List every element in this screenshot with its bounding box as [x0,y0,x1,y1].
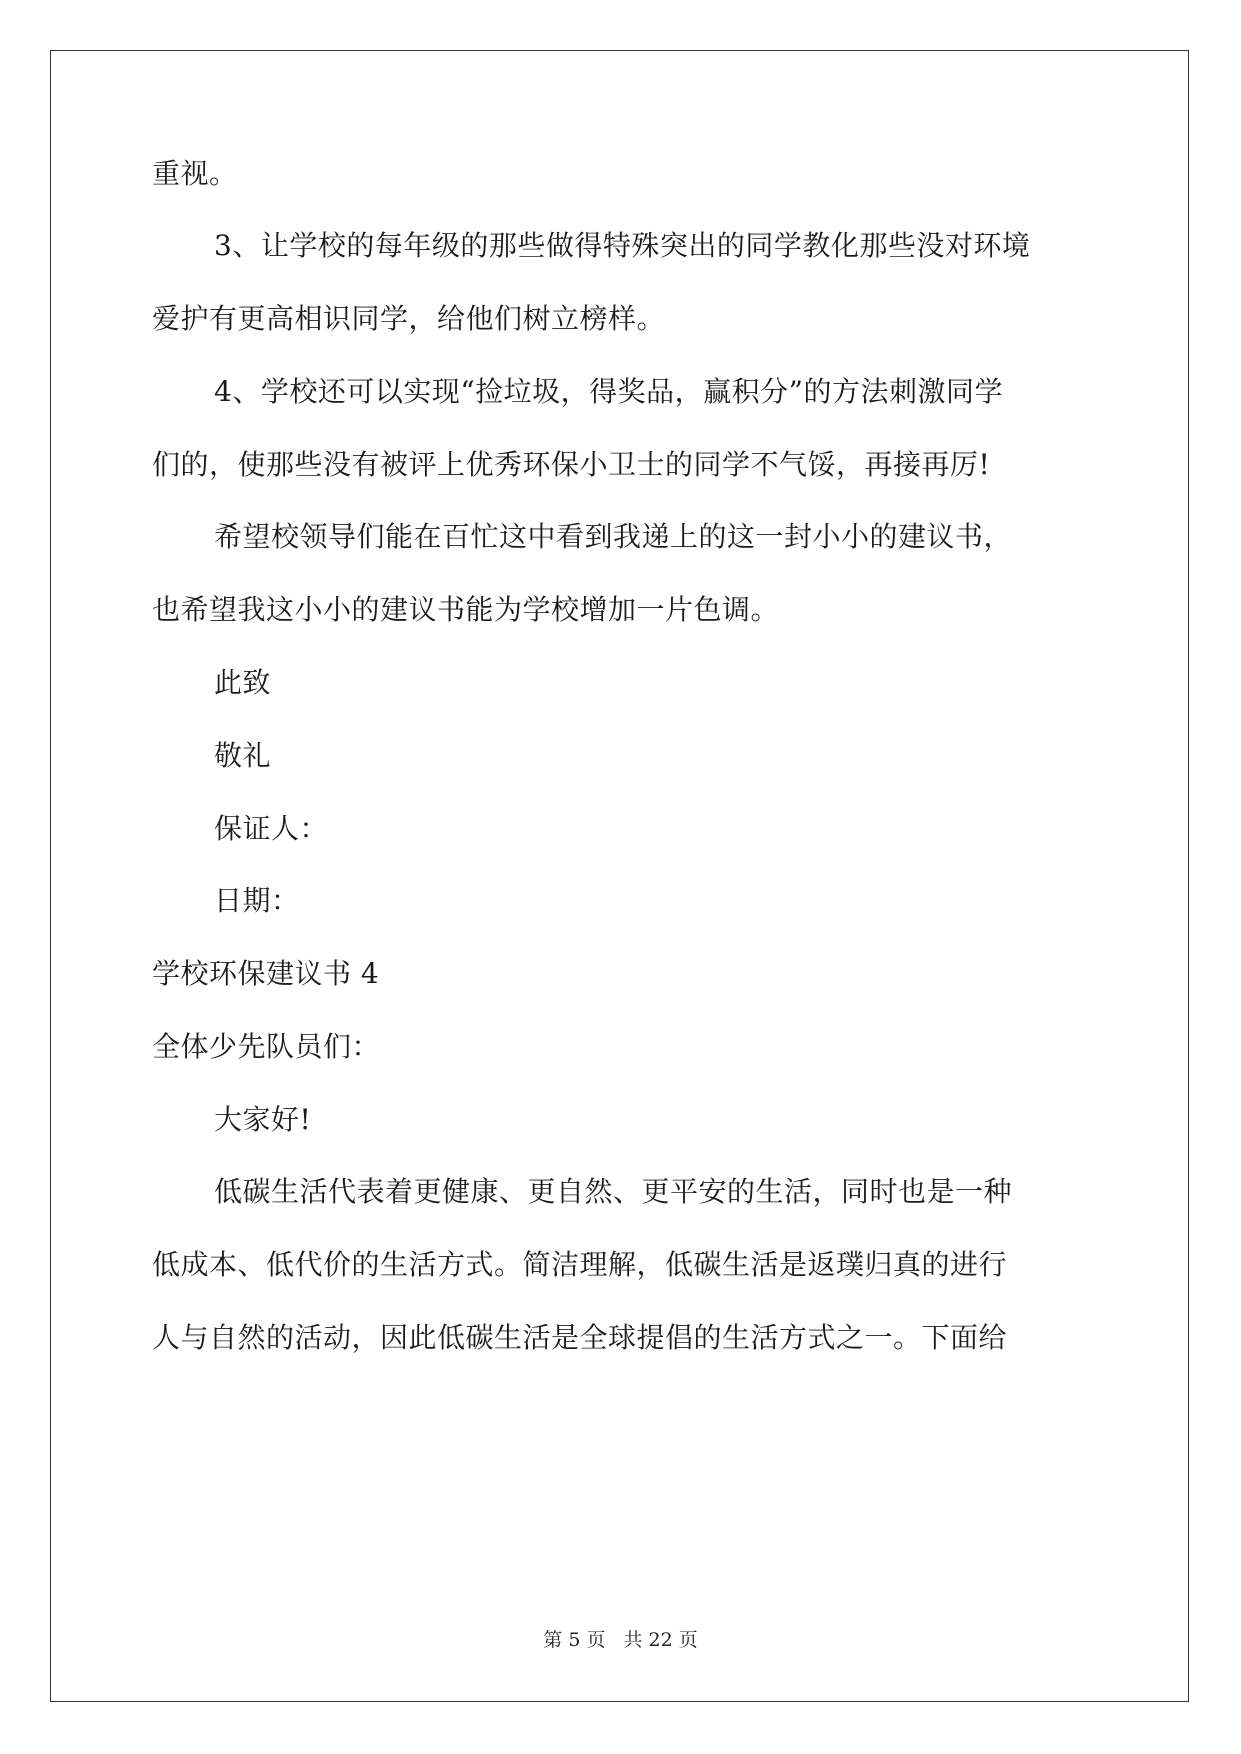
paragraph-line-2: 3、让学校的每年级的那些做得特殊突出的同学教化那些没对环境 [214,229,1031,262]
section-heading: 学校环保建议书 4 [152,957,380,990]
page-total: 共 22 页 [623,1629,698,1651]
paragraph-line-4: 4、学校还可以实现“捡垃圾，得奖品，赢积分”的方法刺激同学 [214,375,1003,408]
page-border [50,50,1189,1702]
paragraph-line-1: 重视。 [152,157,238,190]
paragraph-line-16: 低成本、低代价的生活方式。简洁理解，低碳生活是返璞归真的进行 [152,1248,1008,1281]
paragraph-line-3: 爱护有更高相识同学，给他们树立榜样。 [152,302,666,335]
paragraph-line-17: 人与自然的活动，因此低碳生活是全球提倡的生活方式之一。下面给 [152,1321,1008,1354]
greeting: 大家好! [214,1103,312,1136]
paragraph-line-7: 也希望我这小小的建议书能为学校增加一片色调。 [152,593,780,626]
page-number: 第 5 页 [543,1629,606,1651]
closing-salutation: 此致 [214,666,272,699]
date-label: 日期： [214,884,300,917]
guarantor-label: 保证人： [214,812,329,845]
page-footer [0,1628,1241,1652]
paragraph-line-15: 低碳生活代表着更健康、更自然、更平安的生活，同时也是一种 [214,1175,1013,1208]
greeting-addressee: 全体少先队员们： [152,1030,381,1063]
paragraph-line-6: 希望校领导们能在百忙这中看到我递上的这一封小小的建议书， [214,520,1013,553]
paragraph-line-5: 们的，使那些没有被评上优秀环保小卫士的同学不气馁，再接再厉! [152,448,991,481]
closing-regards: 敬礼 [214,739,272,772]
